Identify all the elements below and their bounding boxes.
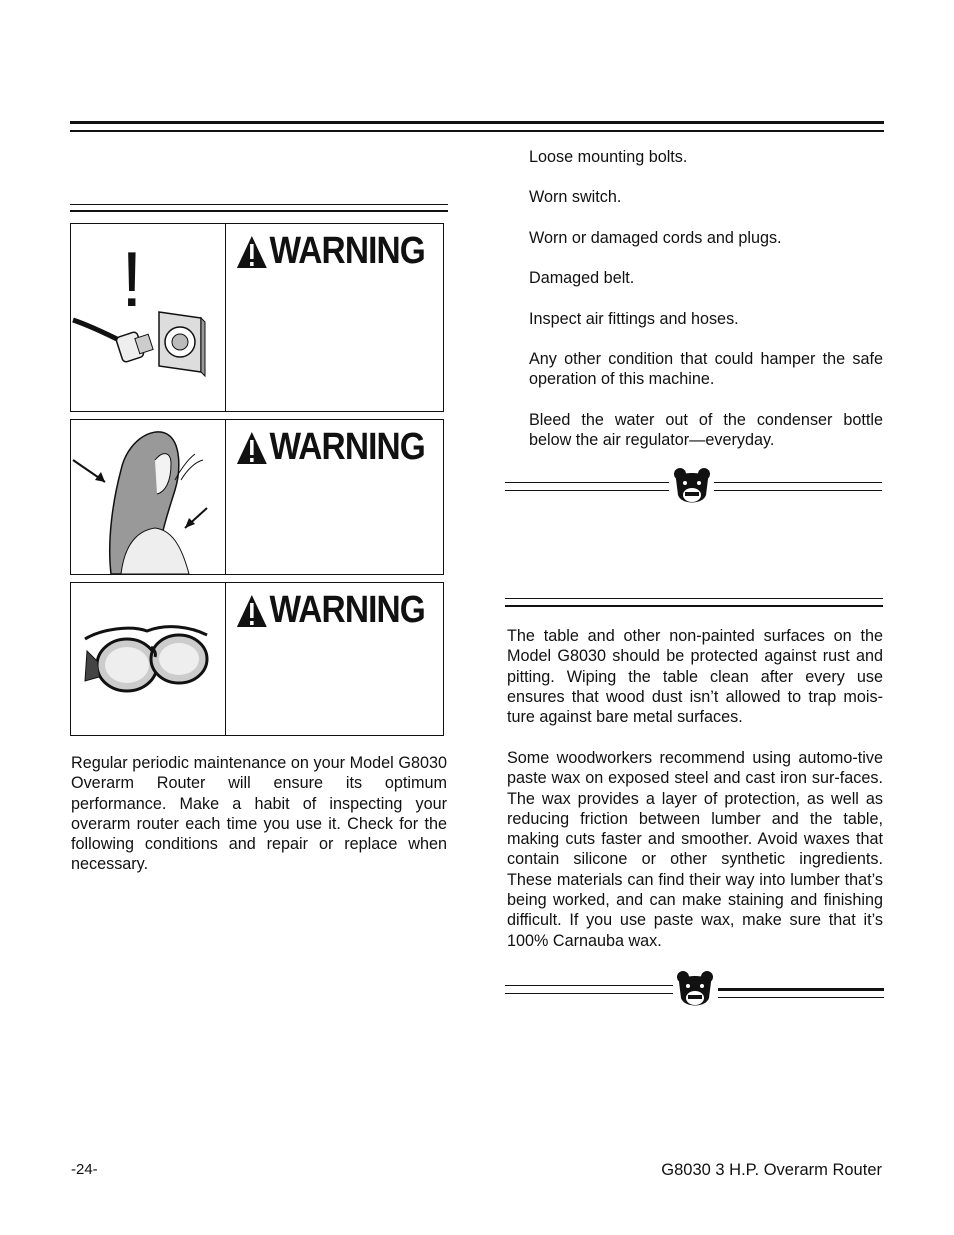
maintenance-intro: Regular periodic maintenance on your Model G8030 Overarm Router will ensure its optimum performance. Make a habit of inspecting your overarm router each time you use it. Check for the following conditions and repair or replace when necessary. xyxy=(71,754,447,874)
long-hair-icon xyxy=(71,420,226,574)
bear-logo-icon xyxy=(676,970,714,1012)
warning-label: WARNING xyxy=(269,426,425,468)
warning-heading xyxy=(236,426,425,469)
warning-triangle-icon xyxy=(236,235,268,269)
checklist-item: Loose mounting bolts. xyxy=(529,148,688,166)
paste-wax-paragraph: Some woodworkers recommend using automo-tive paste wax on exposed steel and cast iron sur-faces. The wax provides a layer of protection, as well as reducing friction between lumber and the table, making cuts faster and smoother. Avoid waxes that contain silicone or other synthetic ingredients. These materials can find their way into lumber that’s being worked, and can make staining and finishing difficult. If you use paste wax, make sure that it’s 100% Carnauba wax. xyxy=(507,749,883,950)
document-title: G8030 3 H.P. Overarm Router xyxy=(661,1161,882,1179)
section-rule-right-top xyxy=(505,598,883,599)
divider-rule xyxy=(714,482,882,483)
warning-heading xyxy=(236,230,425,273)
checklist-item: Bleed the water out of the condenser bottle below the air regulator—everyday. xyxy=(529,411,883,450)
warning-heading xyxy=(236,589,425,632)
checklist-item: Worn or damaged cords and plugs. xyxy=(529,229,782,247)
warning-label: WARNING xyxy=(269,589,425,631)
warning-triangle-icon xyxy=(236,594,268,628)
divider-rule xyxy=(505,993,673,994)
header-rule-thin xyxy=(70,130,884,132)
section-rule-left-top xyxy=(70,204,448,205)
warning-box-eyewear xyxy=(70,582,444,736)
plug-outlet-icon xyxy=(71,224,226,411)
divider-rule xyxy=(505,985,673,986)
svg-text:!: ! xyxy=(121,235,143,323)
checklist-item: Inspect air fittings and hoses. xyxy=(529,310,739,328)
warning-box-hair xyxy=(70,419,444,575)
divider-rule xyxy=(505,490,669,491)
checklist-item: Worn switch. xyxy=(529,188,622,206)
header-rule-thick xyxy=(70,121,884,124)
divider-rule-thick xyxy=(718,988,884,991)
rust-protection-paragraph: The table and other non-painted surfaces on the Model G8030 should be protected against rust and pitting. Wiping the table clean after every use ensures that wood dust isn’t allowed to trap mois-ture against bare metal surfaces. xyxy=(507,627,883,727)
checklist-item: Any other condition that could hamper the safe operation of this machine. xyxy=(529,350,883,389)
page-number: -24- xyxy=(71,1161,98,1178)
warning-label: WARNING xyxy=(269,230,425,272)
divider-rule xyxy=(714,490,882,491)
section-rule-right-bottom xyxy=(505,605,883,607)
divider-rule xyxy=(505,482,669,483)
safety-glasses-icon xyxy=(71,583,226,735)
bear-logo-icon xyxy=(673,467,711,509)
section-rule-left-bottom xyxy=(70,210,448,212)
warning-box-disconnect xyxy=(70,223,444,412)
divider-rule xyxy=(718,997,884,998)
checklist-item: Damaged belt. xyxy=(529,269,635,287)
warning-triangle-icon xyxy=(236,431,268,465)
